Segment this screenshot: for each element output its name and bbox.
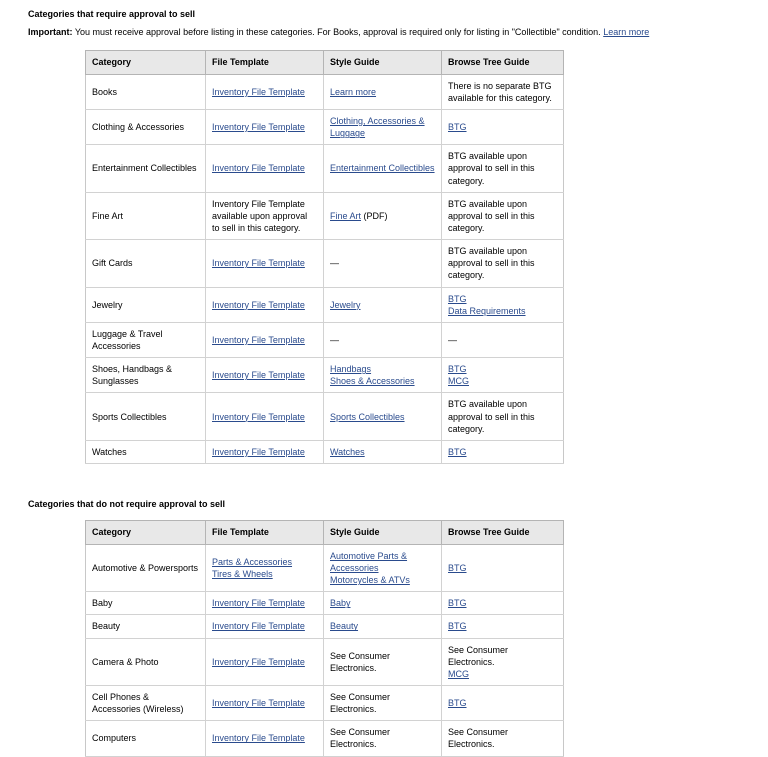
cell-style-guide bbox=[324, 721, 442, 756]
cell-category: Beauty bbox=[86, 615, 206, 638]
cell-style-guide-text: See Consumer Electronics. bbox=[330, 650, 391, 673]
cell-style-guide bbox=[324, 287, 442, 322]
column-header-category: Category bbox=[86, 520, 206, 544]
cell-style-guide bbox=[324, 192, 442, 239]
table-row bbox=[86, 287, 564, 322]
cell-file-template bbox=[206, 145, 324, 192]
cell-style-guide bbox=[324, 322, 442, 357]
cell-file-template bbox=[206, 109, 324, 144]
cell-category: Sports Collectibles bbox=[86, 393, 206, 440]
cell-file-template-link[interactable]: Tires & Wheels bbox=[212, 569, 273, 580]
cell-browse-tree-guide-text: BTG available upon approval to sell in this category. bbox=[448, 151, 535, 186]
cell-file-template-link[interactable]: Inventory File Template bbox=[212, 334, 305, 345]
cell-style-guide-link[interactable]: Handbags bbox=[330, 364, 372, 375]
cell-browse-tree-guide bbox=[442, 145, 564, 192]
cell-file-template-link[interactable]: Inventory File Template bbox=[212, 122, 305, 133]
cell-file-template-link[interactable]: Inventory File Template bbox=[212, 370, 305, 381]
cell-browse-tree-guide-text: See Consumer Electronics. bbox=[448, 644, 509, 667]
cell-category: Watches bbox=[86, 440, 206, 463]
cell-style-guide-link[interactable]: Jewelry bbox=[330, 299, 361, 310]
important-note bbox=[28, 27, 768, 39]
cell-category: Shoes, Handbags & Sunglasses bbox=[86, 358, 206, 393]
cell-category: Fine Art bbox=[86, 192, 206, 239]
cell-file-template-link[interactable]: Inventory File Template bbox=[212, 86, 305, 97]
cell-browse-tree-guide-text: There is no separate BTG available for this category. bbox=[448, 80, 552, 103]
cell-file-template bbox=[206, 592, 324, 615]
approval-required-table bbox=[85, 50, 564, 464]
cell-category: Entertainment Collectibles bbox=[86, 145, 206, 192]
cell-file-template-link[interactable]: Inventory File Template bbox=[212, 621, 305, 632]
cell-browse-tree-guide-link[interactable]: BTG bbox=[448, 446, 467, 457]
cell-browse-tree-guide-link[interactable]: MCG bbox=[448, 376, 469, 387]
cell-category: Jewelry bbox=[86, 287, 206, 322]
no-approval-required-table-body bbox=[86, 544, 564, 756]
cell-browse-tree-guide-link[interactable]: BTG bbox=[448, 364, 467, 375]
cell-style-guide bbox=[324, 544, 442, 591]
cell-browse-tree-guide-link[interactable]: MCG bbox=[448, 668, 469, 679]
cell-file-template-link[interactable]: Inventory File Template bbox=[212, 299, 305, 310]
cell-category: Camera & Photo bbox=[86, 638, 206, 685]
cell-style-guide bbox=[324, 592, 442, 615]
table-row bbox=[86, 109, 564, 144]
cell-category: Cell Phones & Accessories (Wireless) bbox=[86, 686, 206, 721]
learn-more-link[interactable]: Learn more bbox=[603, 27, 650, 37]
cell-browse-tree-guide-text: BTG available upon approval to sell in this category. bbox=[448, 246, 535, 281]
cell-style-guide-suffix: (PDF) bbox=[361, 210, 388, 221]
cell-browse-tree-guide bbox=[442, 638, 564, 685]
cell-file-template bbox=[206, 287, 324, 322]
table-row bbox=[86, 240, 564, 287]
cell-file-template bbox=[206, 192, 324, 239]
table-row bbox=[86, 544, 564, 591]
table-row bbox=[86, 74, 564, 109]
important-label: Important: bbox=[28, 27, 73, 37]
cell-browse-tree-guide bbox=[442, 440, 564, 463]
cell-file-template bbox=[206, 240, 324, 287]
cell-category: Luggage & Travel Accessories bbox=[86, 322, 206, 357]
cell-style-guide-link[interactable]: Baby bbox=[330, 598, 351, 609]
table-row bbox=[86, 638, 564, 685]
important-text: You must receive approval before listing in these categories. For Books, approval is required only for listing in "Collectible" condition. bbox=[72, 27, 601, 37]
cell-category: Automotive & Powersports bbox=[86, 544, 206, 591]
column-header-style-guide: Style Guide bbox=[324, 50, 442, 74]
cell-style-guide-link[interactable]: Sports Collectibles bbox=[330, 411, 405, 422]
table-row bbox=[86, 686, 564, 721]
cell-file-template-link[interactable]: Inventory File Template bbox=[212, 656, 305, 667]
cell-browse-tree-guide-text: BTG available upon approval to sell in this category. bbox=[448, 198, 535, 233]
cell-browse-tree-guide bbox=[442, 109, 564, 144]
cell-file-template bbox=[206, 74, 324, 109]
cell-browse-tree-guide-text: See Consumer Electronics. bbox=[448, 727, 509, 750]
cell-style-guide bbox=[324, 109, 442, 144]
table-row bbox=[86, 592, 564, 615]
cell-file-template-link[interactable]: Inventory File Template bbox=[212, 446, 305, 457]
cell-style-guide bbox=[324, 615, 442, 638]
cell-category: Baby bbox=[86, 592, 206, 615]
table-header-row bbox=[86, 50, 564, 74]
table-row bbox=[86, 615, 564, 638]
cell-category: Books bbox=[86, 74, 206, 109]
table-row bbox=[86, 192, 564, 239]
cell-style-guide bbox=[324, 686, 442, 721]
cell-browse-tree-guide-link[interactable]: BTG bbox=[448, 621, 467, 632]
cell-style-guide bbox=[324, 638, 442, 685]
cell-browse-tree-guide bbox=[442, 240, 564, 287]
cell-style-guide bbox=[324, 74, 442, 109]
cell-style-guide-text: — bbox=[330, 334, 339, 345]
cell-style-guide-link[interactable]: Learn more bbox=[330, 86, 377, 97]
cell-browse-tree-guide bbox=[442, 192, 564, 239]
category-requirements-page bbox=[0, 9, 768, 757]
cell-style-guide-link[interactable]: Fine Art bbox=[330, 210, 362, 221]
cell-file-template bbox=[206, 615, 324, 638]
cell-file-template bbox=[206, 721, 324, 756]
table-row bbox=[86, 721, 564, 756]
cell-style-guide-link[interactable]: Clothing, Accessories & Luggage bbox=[330, 115, 425, 139]
cell-file-template-link[interactable]: Inventory File Template bbox=[212, 411, 305, 422]
cell-file-template bbox=[206, 686, 324, 721]
cell-file-template-link[interactable]: Inventory File Template bbox=[212, 258, 305, 269]
cell-browse-tree-guide bbox=[442, 686, 564, 721]
table-row bbox=[86, 358, 564, 393]
cell-browse-tree-guide-link[interactable]: BTG bbox=[448, 293, 467, 304]
cell-browse-tree-guide-text: BTG available upon approval to sell in this category. bbox=[448, 399, 535, 434]
cell-browse-tree-guide bbox=[442, 287, 564, 322]
section-heading-no-approval-required: Categories that do not require approval to sell bbox=[28, 498, 226, 509]
cell-browse-tree-guide-link[interactable]: BTG bbox=[448, 122, 467, 133]
cell-browse-tree-guide-link[interactable]: BTG bbox=[448, 698, 467, 709]
cell-browse-tree-guide-text: — bbox=[448, 334, 457, 345]
table-row bbox=[86, 145, 564, 192]
cell-file-template bbox=[206, 358, 324, 393]
table-row bbox=[86, 322, 564, 357]
cell-browse-tree-guide bbox=[442, 74, 564, 109]
cell-browse-tree-guide bbox=[442, 393, 564, 440]
cell-style-guide-text: See Consumer Electronics. bbox=[330, 727, 391, 750]
cell-browse-tree-guide bbox=[442, 358, 564, 393]
cell-file-template bbox=[206, 440, 324, 463]
cell-browse-tree-guide bbox=[442, 615, 564, 638]
table-row bbox=[86, 440, 564, 463]
cell-file-template-link[interactable]: Inventory File Template bbox=[212, 733, 305, 744]
cell-file-template-link[interactable]: Inventory File Template bbox=[212, 698, 305, 709]
cell-style-guide-link[interactable]: Automotive Parts & Accessories bbox=[330, 550, 408, 574]
approval-required-table-body bbox=[86, 74, 564, 463]
section-heading-approval-required: Categories that require approval to sell bbox=[28, 9, 196, 19]
cell-style-guide-link[interactable]: Beauty bbox=[330, 621, 359, 632]
cell-file-template-link[interactable]: Inventory File Template bbox=[212, 598, 305, 609]
cell-file-template bbox=[206, 393, 324, 440]
cell-browse-tree-guide bbox=[442, 721, 564, 756]
column-header-browse-tree-guide: Browse Tree Guide bbox=[442, 520, 564, 544]
cell-browse-tree-guide-link[interactable]: BTG bbox=[448, 598, 467, 609]
cell-category: Clothing & Accessories bbox=[86, 109, 206, 144]
table-row bbox=[86, 393, 564, 440]
cell-style-guide-link[interactable]: Motorcycles & ATVs bbox=[330, 575, 410, 586]
cell-style-guide bbox=[324, 145, 442, 192]
cell-file-template bbox=[206, 322, 324, 357]
cell-file-template-link[interactable]: Inventory File Template bbox=[212, 163, 305, 174]
column-header-file-template: File Template bbox=[206, 520, 324, 544]
cell-category: Computers bbox=[86, 721, 206, 756]
no-approval-required-table bbox=[85, 520, 564, 757]
cell-browse-tree-guide-link[interactable]: BTG bbox=[448, 563, 467, 574]
cell-browse-tree-guide-link[interactable]: Data Requirements bbox=[448, 305, 526, 316]
column-header-category: Category bbox=[86, 50, 206, 74]
cell-style-guide-text: — bbox=[330, 258, 339, 269]
cell-style-guide bbox=[324, 358, 442, 393]
cell-category: Gift Cards bbox=[86, 240, 206, 287]
column-header-browse-tree-guide: Browse Tree Guide bbox=[442, 50, 564, 74]
cell-browse-tree-guide bbox=[442, 592, 564, 615]
cell-file-template-link[interactable]: Parts & Accessories bbox=[212, 556, 293, 567]
cell-file-template bbox=[206, 544, 324, 591]
cell-browse-tree-guide bbox=[442, 322, 564, 357]
cell-style-guide-link[interactable]: Entertainment Collectibles bbox=[330, 163, 435, 174]
cell-style-guide bbox=[324, 393, 442, 440]
cell-style-guide-text: See Consumer Electronics. bbox=[330, 692, 391, 715]
column-header-style-guide: Style Guide bbox=[324, 520, 442, 544]
cell-file-template bbox=[206, 638, 324, 685]
column-header-file-template: File Template bbox=[206, 50, 324, 74]
cell-file-template-text: Inventory File Template available upon approval to sell in this category. bbox=[212, 198, 308, 233]
cell-style-guide bbox=[324, 240, 442, 287]
cell-style-guide-link[interactable]: Shoes & Accessories bbox=[330, 376, 415, 387]
cell-style-guide bbox=[324, 440, 442, 463]
cell-browse-tree-guide bbox=[442, 544, 564, 591]
cell-style-guide-link[interactable]: Watches bbox=[330, 446, 365, 457]
table-header-row bbox=[86, 520, 564, 544]
